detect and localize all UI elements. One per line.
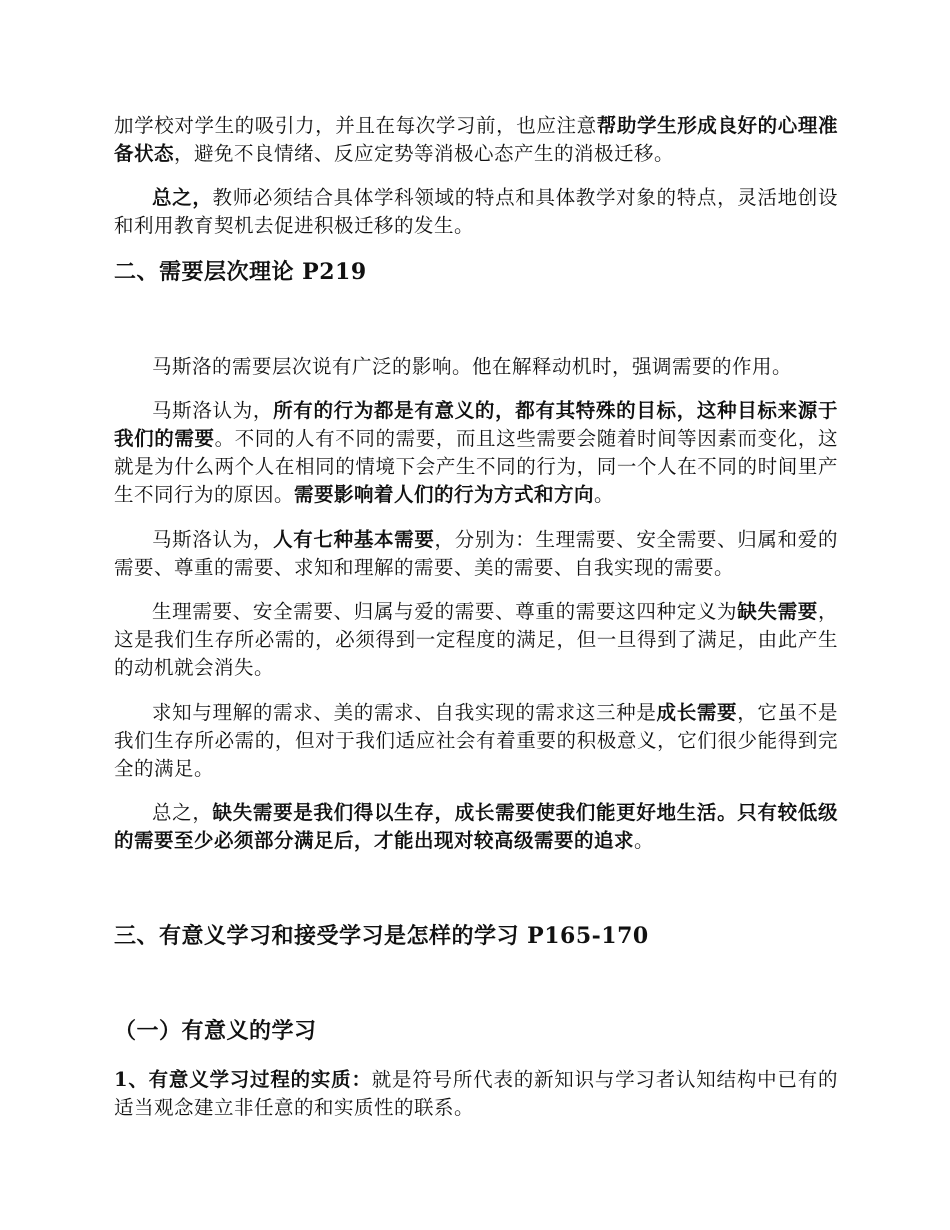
text-run: 总之，	[152, 801, 213, 824]
text-run: ，分别为：生理需要、安全需要、归属和爱的需要、尊重的需要、求知和理解的需要、美的需要、自我实现的需要。	[114, 528, 838, 579]
paragraph-deficiency-needs	[114, 598, 838, 682]
text-run: 。	[594, 483, 615, 506]
bold-text-run: 帮助学生形成良好的心理准备状态	[114, 114, 838, 165]
paragraph-maslow-intro: 马斯洛的需要层次说有广泛的影响。他在解释动机时，强调需要的作用。	[152, 355, 793, 378]
paragraph-needs-summary	[114, 799, 838, 855]
subsection-heading-meaningful-learning: （一）有意义的学习	[114, 1018, 317, 1044]
paragraph-transfer-end	[114, 112, 838, 168]
bold-text-run: 需要影响着人们的行为方式和方向	[294, 483, 595, 506]
bold-text-run: 总之，	[152, 186, 213, 209]
paragraph-growth-needs	[114, 699, 838, 783]
section-heading-need-hierarchy: 二、需要层次理论 P219	[114, 259, 367, 285]
bold-text-run: 所有的行为都是有意义的，都有其特殊的目标，这种目标来源于我们的需要	[114, 399, 838, 450]
paragraph-maslow-behavior	[114, 397, 838, 509]
text-run: 求知与理解的需求、美的需求、自我实现的需求这三种是	[152, 701, 657, 724]
paragraph-meaningful-essence	[114, 1066, 838, 1122]
text-run: 加学校对学生的吸引力，并且在每次学习前，也应注意	[114, 114, 597, 137]
text-run: ，避免不良情绪、反应定势等消极心态产生的消极迁移。	[174, 142, 675, 165]
text-run: 教师必须结合具体学科领域的特点和具体教学对象的特点，灵活地创设和利用教育契机去促进积极迁移的发生。	[114, 186, 838, 237]
bold-text-run: 缺失需要	[737, 600, 818, 623]
paragraph-seven-needs	[114, 526, 838, 582]
text-run: 。不同的人有不同的需要，而且这些需要会随着时间等因素而变化，这就是为什么两个人在相同的情境下会产生不同的行为，同一个人在不同的时间里产生不同行为的原因。	[114, 427, 838, 506]
text-run: ，它虽不是我们生存所必需的，但对于我们适应社会有着重要的积极意义，它们很少能得到完全的满足。	[114, 701, 838, 780]
bold-text-run: 缺失需要是我们得以生存，成长需要使我们能更好地生活。只有较低级的需要至少必须部分满足后，才能出现对较高级需要的追求	[114, 801, 838, 852]
bold-text-run: 成长需要	[656, 701, 738, 724]
text-run: 马斯洛认为，	[152, 399, 274, 422]
paragraph-summary-transfer	[114, 184, 838, 240]
bold-text-run: 1、有意义学习过程的实质：	[114, 1068, 372, 1091]
bold-text-run: 人有七种基本需要	[273, 528, 435, 551]
text-run: 就是符号所代表的新知识与学习者认知结构中已有的适当观念建立非任意的和实质性的联系。	[114, 1068, 838, 1119]
text-run: ，这是我们生存所必需的，必须得到一定程度的满足，但一旦得到了满足，由此产生的动机就会消失。	[114, 600, 838, 679]
text-run: 。	[634, 829, 655, 852]
section-heading-meaningful-learning: 三、有意义学习和接受学习是怎样的学习 P165-170	[114, 923, 649, 949]
text-run: 马斯洛认为，	[152, 528, 274, 551]
text-run: 生理需要、安全需要、归属与爱的需要、尊重的需要这四种定义为	[152, 600, 738, 623]
